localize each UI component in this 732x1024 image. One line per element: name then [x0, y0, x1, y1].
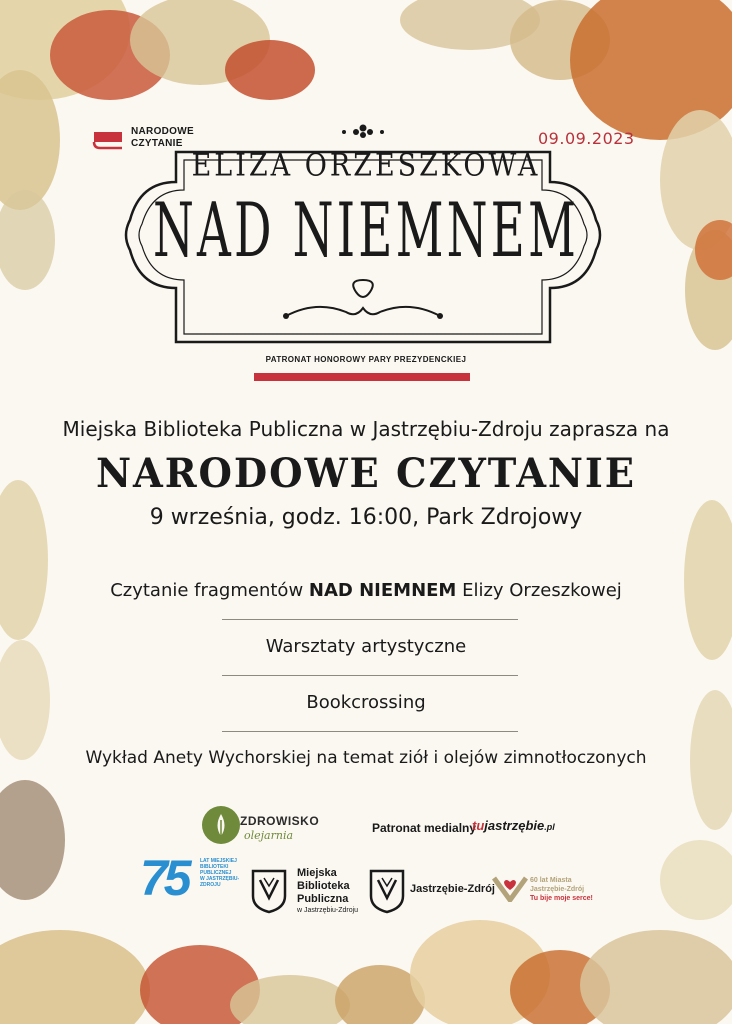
city-crest-icon — [368, 868, 406, 914]
invitation-intro: Miejska Biblioteka Publiczna w Jastrzębiu-Zdroju zaprasza na — [62, 417, 670, 441]
event-date: 09.09.2023 — [538, 129, 635, 148]
program-item-lecture: Wykład Anety Wychorskiej na temat ziół i olejów zimnotłoczonych — [85, 748, 647, 768]
city-name: Jastrzębie-Zdrój — [410, 883, 495, 895]
tujastrzebie-logo-tld: .pl — [544, 822, 555, 832]
patronage-text: PATRONAT HONOROWY PARY PREZYDENCKIEJ — [265, 355, 467, 364]
zdrowisko-logo-icon — [200, 804, 242, 846]
program-divider — [222, 675, 518, 676]
tujastrzebie-logo-main: jastrzębie — [484, 818, 545, 833]
anniv-line-1: LAT MIEJSKIEJ — [200, 858, 237, 864]
city-60-years-text — [530, 876, 593, 903]
anniversary-75-text — [200, 858, 239, 888]
program-divider — [222, 619, 518, 620]
tujastrzebie-logo — [472, 818, 555, 833]
anniv-line-5: ZDROJU — [200, 882, 221, 888]
program-item-reading-title: NAD NIEMNEM — [308, 580, 457, 601]
library-line-1: Miejska — [297, 867, 337, 879]
zdrowisko-subtitle: olejarnia — [244, 829, 294, 842]
event-headline: NARODOWE CZYTANIE — [95, 450, 637, 497]
brand-line-2: CZYTANIE — [131, 138, 183, 149]
anniv-line-3: PUBLICZNEJ — [200, 870, 232, 876]
book-author: ELIZA ORZESZKOWA — [191, 147, 541, 184]
anniversary-75-number: 75 — [140, 850, 188, 906]
brand-line-1: NARODOWE — [131, 126, 194, 137]
program-item-reading-prefix: Czytanie fragmentów — [110, 580, 309, 601]
library-line-3: Publiczna — [297, 893, 349, 905]
tujastrzebie-logo-tu: tu — [472, 818, 485, 833]
anniv-line-2: BIBLIOTEKI — [200, 864, 229, 870]
book-title: NAD NIEMNEM — [152, 187, 580, 275]
program-item-reading-suffix: Elizy Orzeszkowej — [456, 580, 622, 601]
program-item-bookcrossing: Bookcrossing — [306, 692, 426, 713]
library-crest-icon — [250, 868, 288, 914]
program-item-workshops: Warsztaty artystyczne — [265, 636, 467, 657]
library-line-2: Biblioteka — [297, 880, 350, 892]
event-time-place: 9 września, godz. 16:00, Park Zdrojowy — [149, 505, 583, 530]
library-line-4: w Jastrzębiu-Zdroju — [297, 907, 359, 914]
program-divider — [222, 731, 518, 732]
red-bar — [254, 373, 470, 381]
heart-v-icon — [492, 876, 528, 902]
city60-line-3: Tu bije moje serce! — [530, 895, 593, 902]
library-name — [297, 867, 358, 916]
media-patronage-label: Patronat medialny — [372, 821, 477, 835]
zdrowisko-name: ZDROWISKO — [240, 814, 320, 828]
city60-line-1: 60 lat Miasta — [530, 877, 572, 884]
city60-line-2: Jastrzębie-Zdrój — [530, 886, 585, 893]
program-item-reading — [0, 580, 732, 601]
anniv-line-4: W JASTRZĘBIU- — [200, 876, 240, 882]
